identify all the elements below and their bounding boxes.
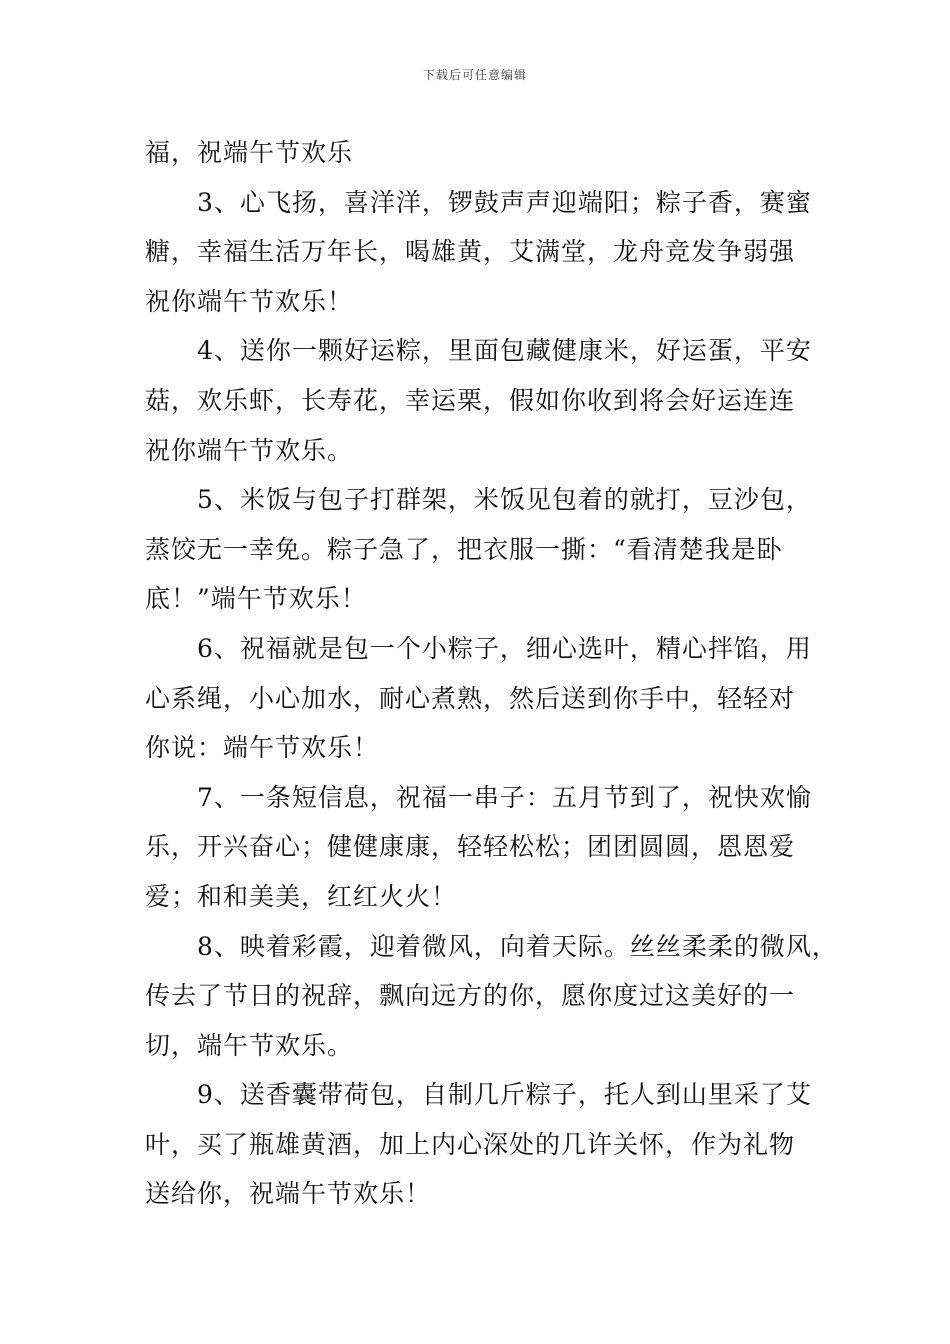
document-body xyxy=(145,128,838,1219)
paragraph-line: 切，端午节欢乐。 xyxy=(145,1030,354,1060)
paragraph-first-line: 3、心飞扬，喜洋洋，锣鼓声声迎端阳；粽子香，赛蜜 xyxy=(197,187,812,217)
paragraph-first-line: 6、祝福就是包一个小粽子，细心选叶，精心拌馅，用 xyxy=(197,633,812,663)
paragraph-line: 福，祝端午节欢乐 xyxy=(145,138,354,167)
paragraph-first-line: 7、一条短信息，祝福一串子：五月节到了，祝快欢愉 xyxy=(197,782,812,812)
paragraph-line: 叶，买了瓶雄黄酒，加上内心深处的几许关怀，作为礼物 xyxy=(145,1129,796,1159)
paragraph-line: 祝你端午节欢乐！ xyxy=(145,286,354,316)
paragraph-line: 菇，欢乐虾，长寿花，幸运栗，假如你收到将会好运连连 xyxy=(145,385,796,415)
paragraph-line: 祝你端午节欢乐。 xyxy=(145,435,354,465)
paragraph-line: 你说：端午节欢乐！ xyxy=(145,733,380,763)
paragraph-first-line: 8、映着彩霞，迎着微风，向着天际。丝丝柔柔的微风， xyxy=(197,931,838,961)
paragraph-first-line: 9、送香囊带荷包，自制几斤粽子，托人到山里采了艾 xyxy=(197,1080,812,1110)
paragraph-line: 送给你，祝端午节欢乐！ xyxy=(145,1179,432,1209)
paragraph-line: 传去了节日的祝辞，飘向远方的你，愿你度过这美好的一 xyxy=(145,981,796,1011)
paragraph-line: 心系绳，小心加水，耐心煮熟，然后送到你手中，轻轻对 xyxy=(145,683,796,713)
paragraph-first-line: 5、米饭与包子打群架，米饭见包着的就打，豆沙包， xyxy=(197,485,812,515)
paragraph-line: 爱；和和美美，红红火火！ xyxy=(145,881,458,911)
paragraph-line: 乐，开兴奋心；健健康康，轻轻松松；团团圆圆，恩恩爱 xyxy=(145,832,796,862)
paragraph-line: 糖，幸福生活万年长，喝雄黄，艾满堂，龙舟竞发争弱强 xyxy=(145,237,796,267)
page-header: 下载后可任意编辑 xyxy=(422,68,527,82)
paragraph-first-line: 4、送你一颗好运粽，里面包藏健康米，好运蛋，平安 xyxy=(197,336,812,366)
paragraph-line: 底！”端午节欢乐！ xyxy=(145,584,367,614)
paragraph-line: 蒸饺无一幸免。粽子急了，把衣服一撕：“看清楚我是卧 xyxy=(145,534,783,564)
